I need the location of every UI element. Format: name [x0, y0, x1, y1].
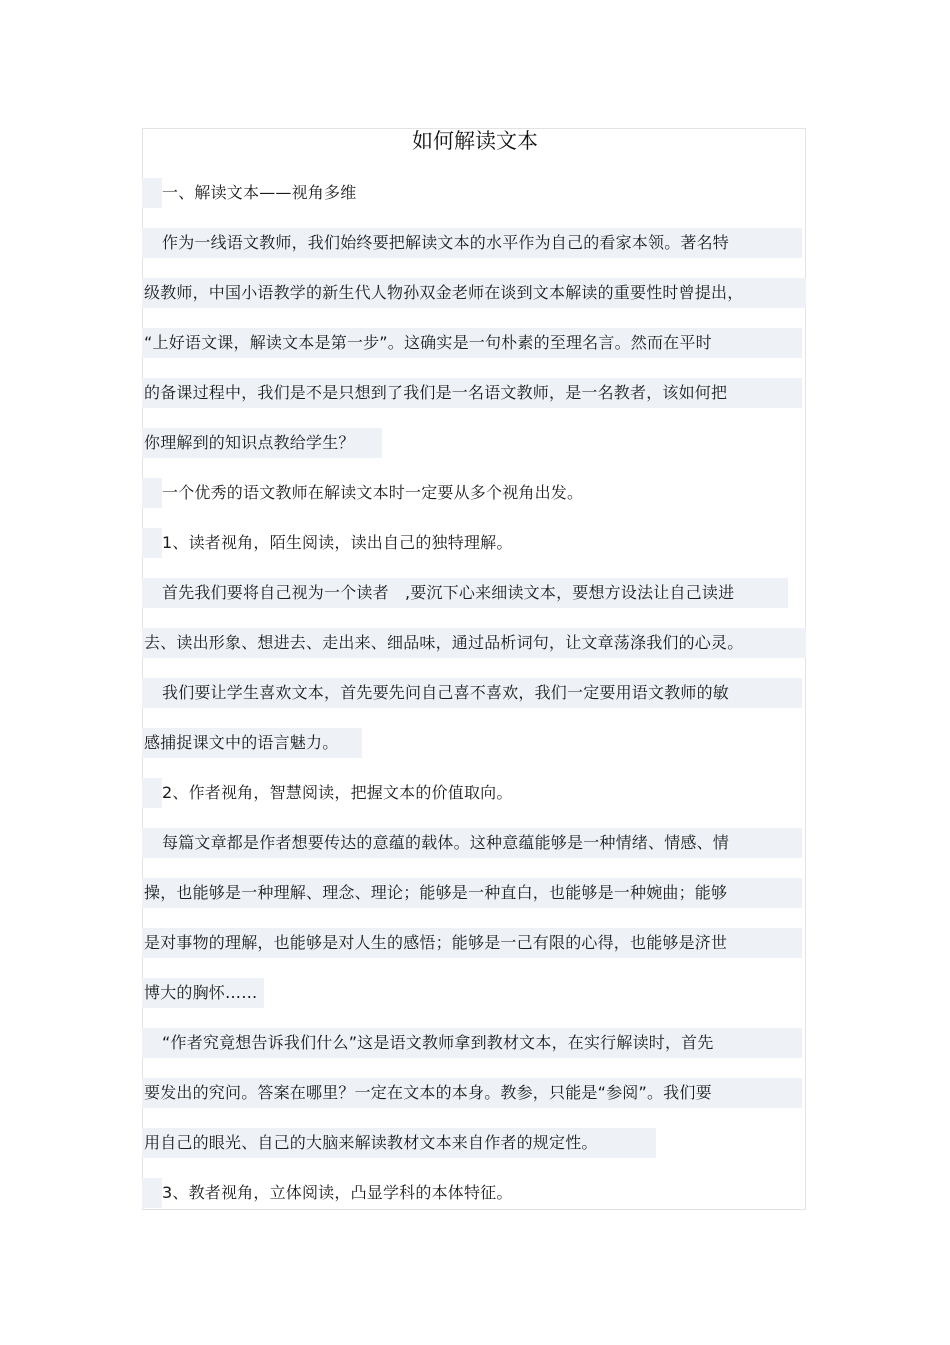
- body-text-line: 用自己的眼光、自己的大脑来解读教材文本来自作者的规定性。: [144, 1133, 598, 1152]
- body-text-line: “上好语文课，解读文本是第一步”。这确实是一句朴素的至理名言。然而在平时: [144, 333, 712, 352]
- line-highlight-band: [142, 178, 162, 208]
- body-text-line: 的备课过程中，我们是不是只想到了我们是一名语文教师，是一名教者，该如何把: [144, 383, 728, 402]
- body-text-line: 2、作者视角，智慧阅读，把握文本的价值取向。: [162, 783, 513, 802]
- document-title: 如何解读文本: [412, 129, 538, 153]
- body-text-line: 博大的胸怀……: [144, 983, 258, 1002]
- body-text-line: 1、读者视角，陌生阅读，读出自己的独特理解。: [162, 533, 513, 552]
- body-text-line: 级教师，中国小语教学的新生代人物孙双金老师在谈到文本解读的重要性时曾提出，: [144, 283, 744, 302]
- line-highlight-band: [142, 1178, 162, 1208]
- line-highlight-band: [142, 528, 162, 558]
- body-text-line: 首先我们要将自己视为一个读者 ,要沉下心来细读文本，要想方设法让自己读进: [162, 583, 735, 602]
- body-text-line: 感捕捉课文中的语言魅力。: [144, 733, 339, 752]
- body-text-line: 去、读出形象、想进去、走出来、细品味，通过品析词句，让文章荡涤我们的心灵。: [144, 633, 744, 652]
- line-highlight-band: [142, 778, 162, 808]
- body-text-line: 3、教者视角，立体阅读，凸显学科的本体特征。: [162, 1183, 513, 1202]
- body-text-line: 是对事物的理解，也能够是对人生的感悟；能够是一己有限的心得，也能够是济世: [144, 933, 728, 952]
- body-text-line: 要发出的究问。答案在哪里？一定在文本的本身。教参，只能是“参阅”。我们要: [144, 1083, 712, 1102]
- body-text-line: 每篇文章都是作者想要传达的意蕴的载体。这种意蕴能够是一种情绪、情感、情: [162, 833, 730, 852]
- body-text-line: 一、解读文本——视角多维: [162, 183, 357, 202]
- body-text-line: “作者究竟想告诉我们什么”这是语文教师拿到教材文本，在实行解读时，首先: [162, 1033, 714, 1052]
- body-text-line: 一个优秀的语文教师在解读文本时一定要从多个视角出发。: [162, 483, 584, 502]
- body-text-line: 作为一线语文教师，我们始终要把解读文本的水平作为自己的看家本领。著名特: [162, 233, 730, 252]
- body-text-line: 操，也能够是一种理解、理念、理论；能够是一种直白，也能够是一种婉曲；能够: [144, 883, 728, 902]
- line-highlight-band: [142, 478, 162, 508]
- body-text-line: 我们要让学生喜欢文本，首先要先问自己喜不喜欢，我们一定要用语文教师的敏: [162, 683, 730, 702]
- body-text-line: 你理解到的知识点教给学生？: [144, 433, 355, 452]
